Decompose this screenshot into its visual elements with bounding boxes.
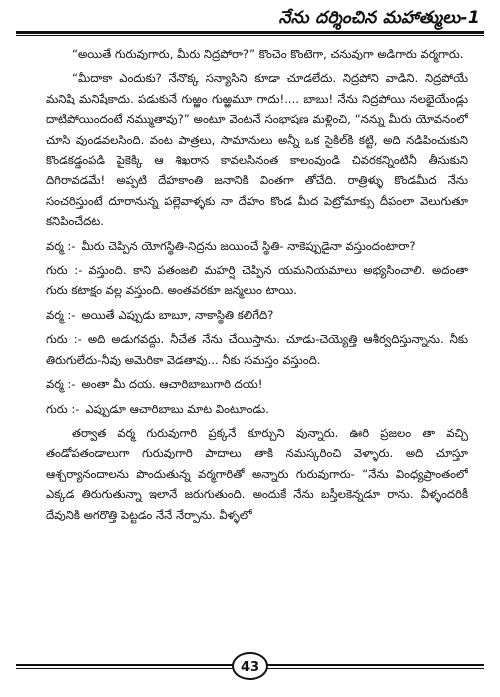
- dialogue-line: [46, 260, 468, 301]
- dialogue-line: [46, 399, 468, 419]
- page-footer: [16, 650, 484, 684]
- running-header: [16, 6, 484, 36]
- paragraph: తర్వాత వర్మ గురువుగారి ప్రక్కనే కూర్చుని వున్నారు. ఊరి ప్రజలం తా వచ్చి తండోపతండాలుగా గురువుగారి పాదాలు తాకి నమస్కరించి వెళ్ళారు. అది చూస్తూ ఆశ్చర్యానందాలను పొందుతున్న వర్మగారితో అన్నారు గురువుగారు- “నేను వింధ్యప్రాంతంలో ఎక్కడ తిరుగుతున్నా ఇలానే జరుగుతుంది. అందుకే నేను బస్తీలకెన్నడూ రాను. వీళ్ళందరికీ దేవునికి అగరొత్తి పెట్టడం నేనే నేర్పాను. వీళ్ళలో: [46, 425, 468, 522]
- speaker-label: గురు :-: [46, 401, 80, 416]
- dialogue-line: [46, 305, 468, 325]
- dialogue-text: అంతా మీ దయ. ఆచారిబాబుగారి దయ!: [81, 377, 263, 392]
- dialogue-text: అది అడుగవద్దు. నీచేత నేను చేయిస్తాను. చూడు-చెయ్యెత్తి ఆశీర్వదిస్తున్నాను. నీకు తిరుగులేదు-నీవు అమెరికా వెడతావు... నీకు సమస్తం వస్తుంది.: [46, 332, 468, 367]
- speaker-label: వర్మ :-: [46, 238, 76, 253]
- header-rule: [16, 31, 484, 36]
- speaker-label: వర్మ :-: [46, 377, 76, 392]
- dialogue-line: [46, 329, 468, 370]
- book-title: నేను దర్శించిన మహాత్ములు-1: [278, 8, 480, 28]
- speaker-label: గురు :-: [46, 332, 82, 347]
- speaker-label: వర్మ :-: [46, 307, 76, 322]
- dialogue-line: [46, 236, 468, 256]
- dialogue-text: అయితే ఎప్పుడు బాబూ, నాకాస్థితి కలిగేది?: [81, 307, 274, 322]
- dialogue-text: మీరు చెప్పిన యోగస్థితి-నిద్రను జయించే స్థితి- నాకెప్పుడైనా వస్తుందంటారా?: [81, 238, 416, 253]
- speaker-label: గురు :-: [46, 263, 83, 278]
- page-body: [46, 44, 468, 644]
- dialogue-line: [46, 374, 468, 394]
- dialogue-text: ఎప్పుడూ ఆచారిబాబు మాట వింటూండు.: [85, 401, 269, 416]
- paragraph: “మీదాకా ఎందుకు? నేనొక్క సన్యాసిని కూడా చూడలేదు. నిద్రపోని వాడిని. నిద్రపోయే మనిషి మనిషేకాదు. పడుకునే గుఱ్ఱం గుఱ్ఱమూ గాదు!.... బాబు! నేను నిద్రపోయి నలభైయేండ్లు దాటిపోయిందంటే నమ్ముతావు?” అంటూ వెంటనే సంభాషణ మళ్లించి, “నన్ను మీరు యోవనంలో చూసి వుండవలసింది. వంట పాత్రలు, సామానులు అన్నీ ఒక సైకిల్‌కి కట్టి, అది నడిపించుకుని కొండకడ్డంపడి పైకెక్కి ఆ శిఖరాన కావలసినంత కాలంవుండి చివరకన్నింటినీ తీసుకుని దిగిరావడమే! అప్పటి దేహకాంతి జనానికి వింతగా తోచేది. రాత్రిళ్ళు కొండమీద నేను సంచరిస్తుంటే దూరానున్న పల్లెవాళ్ళకు నా దేహం కొండ మీద పెట్రోమాక్సు దీపంలా వెలుగుతూ కనిపించేదట.: [46, 71, 468, 229]
- paragraph: “అయితే గురువుగారు, మీరు నిద్రపోరా?” కొంచెం కొంటెగా, చనువుగా అడిగారు వర్మగారు.: [72, 47, 464, 61]
- dialogue-text: వస్తుంది. కాని పతంజలి మహర్షి చెప్పిన యమనియమాలు అభ్యసించాలి. అదంతా గురు కటాక్షం వల్ల వస్తుంది. అంతవరకూ జన్మలుం టాయి.: [46, 263, 468, 298]
- page-number: 43: [232, 652, 268, 680]
